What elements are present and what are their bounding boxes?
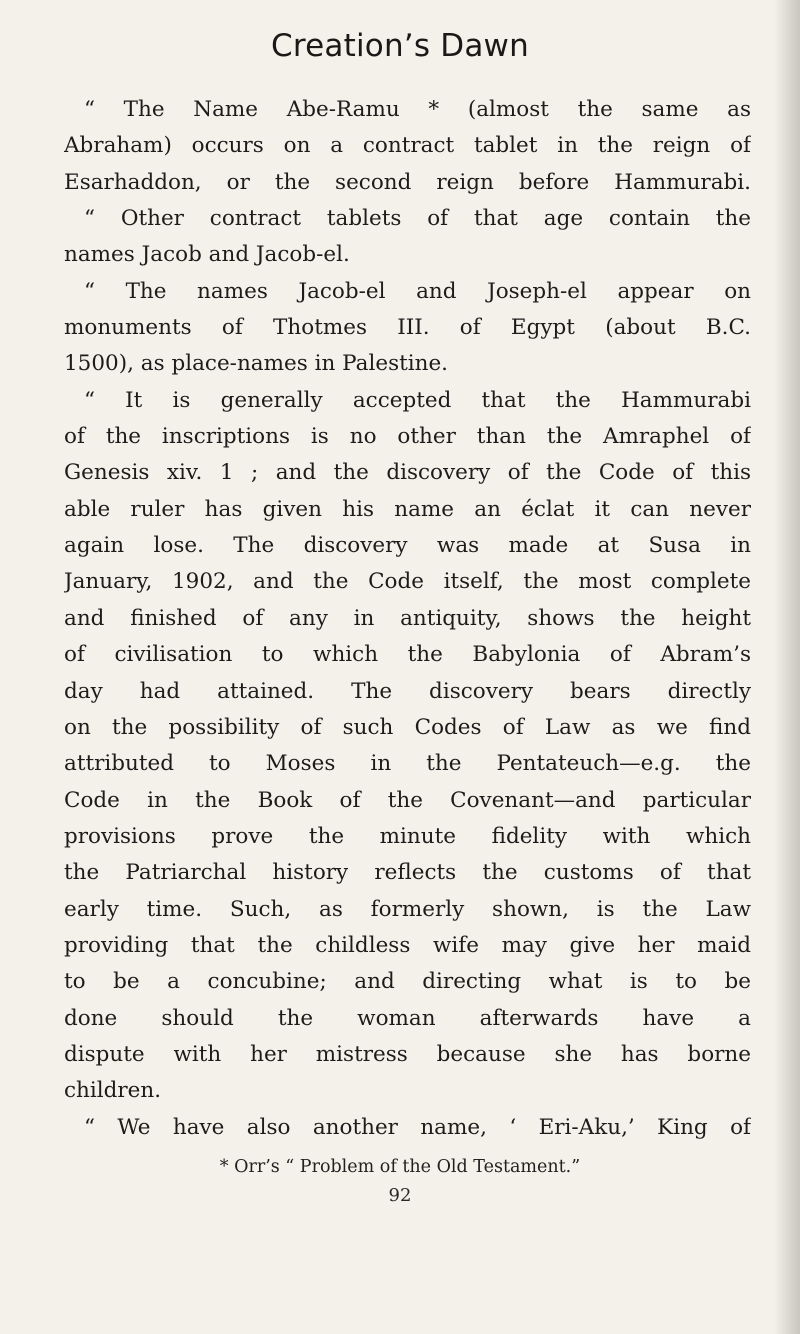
text-line: “ We have also another name, ‘ Eri-Aku,’ King of [84,1114,751,1140]
text-line: provisions prove the minute fidelity with which [64,823,751,849]
body-text [64,92,751,1146]
text-line: Abraham) occurs on a contract tablet in the reign of [64,133,751,159]
text-line: names Jacob and Jacob-el. [64,242,350,268]
running-head-title: Creation’s Dawn [271,28,529,64]
text-line: providing that the childless wife may give her maid [64,932,751,958]
text-line: and finished of any in antiquity, shows the height [64,605,751,631]
text-line: children. [64,1078,162,1104]
text-line: again lose. The discovery was made at Susa in [64,533,751,559]
text-line: dispute with her mistress because she has borne [64,1041,751,1067]
text-line: January, 1902, and the Code itself, the most complete [64,569,751,595]
footnote: * Orr’s “ Problem of the Old Testament.” [219,1157,581,1177]
text-line: attributed to Moses in the Pentateuch—e.g. the [64,751,751,777]
text-line: Esarhaddon, or the second reign before Hammurabi. [64,169,751,195]
text-line: done should the woman afterwards have a [64,1005,751,1031]
text-line: day had attained. The discovery bears directly [64,678,751,704]
text-line: the Patriarchal history reflects the customs of that [64,860,751,886]
text-line: able ruler has given his name an éclat it can never [64,496,751,522]
text-line: “ The names Jacob-el and Joseph-el appear on [84,278,751,304]
page-edge-shadow [774,0,800,1334]
text-line: Code in the Book of the Covenant—and particular [64,787,751,813]
text-line: “ Other contract tablets of that age contain the [84,206,751,232]
text-line: Genesis xiv. 1 ; and the discovery of the Code of this [64,460,751,486]
page-number: 92 [388,1185,412,1206]
text-line: early time. Such, as formerly shown, is the Law [64,896,751,922]
text-line: monuments of Thotmes III. of Egypt (about B.C. [64,315,751,341]
text-line: “ The Name Abe-Ramu * (almost the same as [84,97,751,122]
text-line: of the inscriptions is no other than the Amraphel of [64,424,751,450]
text-line: “ It is generally accepted that the Hammurabi [84,387,751,413]
text-line: to be a concubine; and directing what is to be [64,969,751,995]
text-line: of civilisation to which the Babylonia of Abram’s [64,642,751,668]
text-line: 1500), as place-names in Palestine. [64,351,449,377]
text-line: on the possibility of such Codes of Law as we find [64,714,751,740]
